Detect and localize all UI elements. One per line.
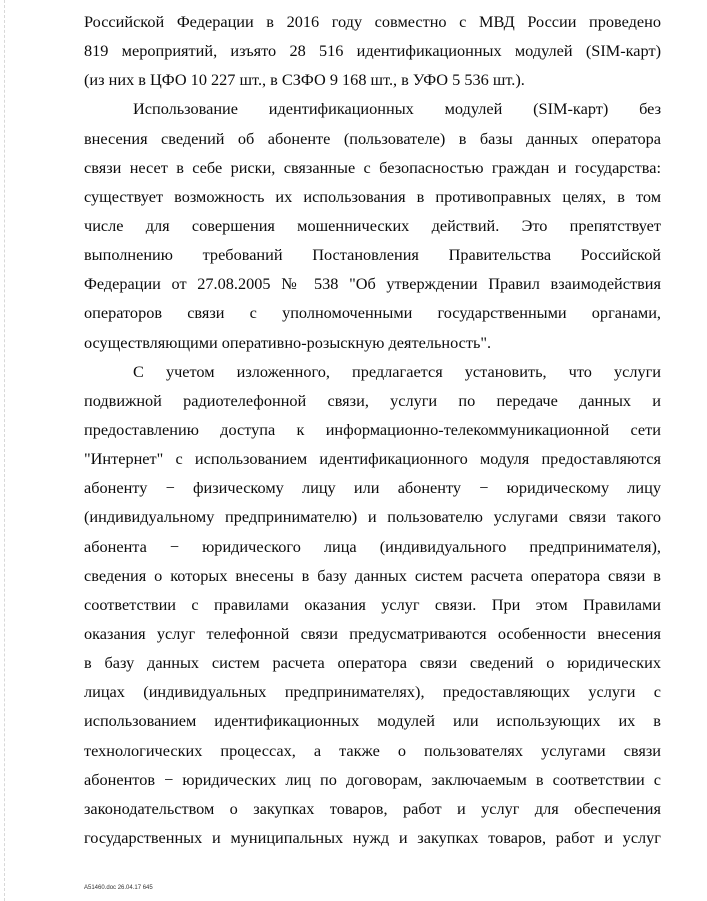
text-line: государственных и муниципальных нужд и закупках товаров, работ и услуг xyxy=(84,827,661,847)
text-line: существует возможность их использования в противоправных целях, в том xyxy=(84,186,661,206)
margin-guide xyxy=(4,0,5,901)
text-line: связи несет в себе риски, связанные с безопасностью граждан и государства: xyxy=(84,157,661,177)
text-line: абонентов − юридических лиц по договорам, заключаемым в соответствии с xyxy=(84,769,661,789)
text-line: предоставлению доступа к информационно-телекоммуникационной сети xyxy=(84,419,661,439)
text-line: (индивидуальному предпринимателю) и пользователю услугами связи такого xyxy=(84,507,661,527)
document-body xyxy=(84,7,661,852)
text-line: подвижной радиотелефонной связи, услуги по передаче данных и xyxy=(84,390,661,410)
text-line: операторов связи с уполномоченными государственными органами, xyxy=(84,303,661,323)
text-line: абоненту − физическому лицу или абоненту − юридическому лицу xyxy=(84,478,661,498)
text-line: сведения о которых внесены в базу данных систем расчета оператора связи в xyxy=(84,565,661,585)
text-line: внесения сведений об абоненте (пользователе) в базы данных оператора xyxy=(84,128,661,148)
text-line: в базу данных систем расчета оператора связи сведений о юридических xyxy=(84,653,661,673)
text-line: Федерации от 27.08.2005 № 538 "Об утверждении Правил взаимодействия xyxy=(84,274,661,294)
text-line: "Интернет" с использованием идентификационного модуля предоставляются xyxy=(84,449,661,469)
text-line: соответствии с правилами оказания услуг связи. При этом Правилами xyxy=(84,594,661,614)
text-line: Использование идентификационных модулей (SIM-карт) без xyxy=(133,99,661,119)
text-line: Российской Федерации в 2016 году совместно с МВД России проведено xyxy=(84,12,661,31)
text-line: лицах (индивидуальных предпринимателях), предоставляющих услуги с xyxy=(84,682,661,702)
text-line: 819 мероприятий, изъято 28 516 идентификационных модулей (SIM-карт) xyxy=(84,41,661,61)
text-line: законодательством о закупках товаров, работ и услуг для обеспечения xyxy=(84,798,661,818)
text-line: выполнению требований Постановления Правительства Российской xyxy=(84,245,661,265)
document-footer: A51460.doc 26.04.17 645 xyxy=(84,885,153,891)
text-line: осуществляющими оперативно-розыскную деятельность". xyxy=(84,332,492,352)
text-line: числе для совершения мошеннических действий. Это препятствует xyxy=(84,215,661,235)
text-line: С учетом изложенного, предлагается установить, что услуги xyxy=(133,361,661,381)
text-line: технологических процессах, а также о пользователях услугами связи xyxy=(84,740,661,760)
text-line: (из них в ЦФО 10 227 шт., в СЗФО 9 168 шт., в УФО 5 536 шт.). xyxy=(84,70,525,90)
text-line: оказания услуг телефонной связи предусматриваются особенности внесения xyxy=(84,623,661,643)
text-line: использованием идентификационных модулей или использующих их в xyxy=(84,711,661,731)
text-line: абонента − юридического лица (индивидуального предпринимателя), xyxy=(84,536,661,556)
